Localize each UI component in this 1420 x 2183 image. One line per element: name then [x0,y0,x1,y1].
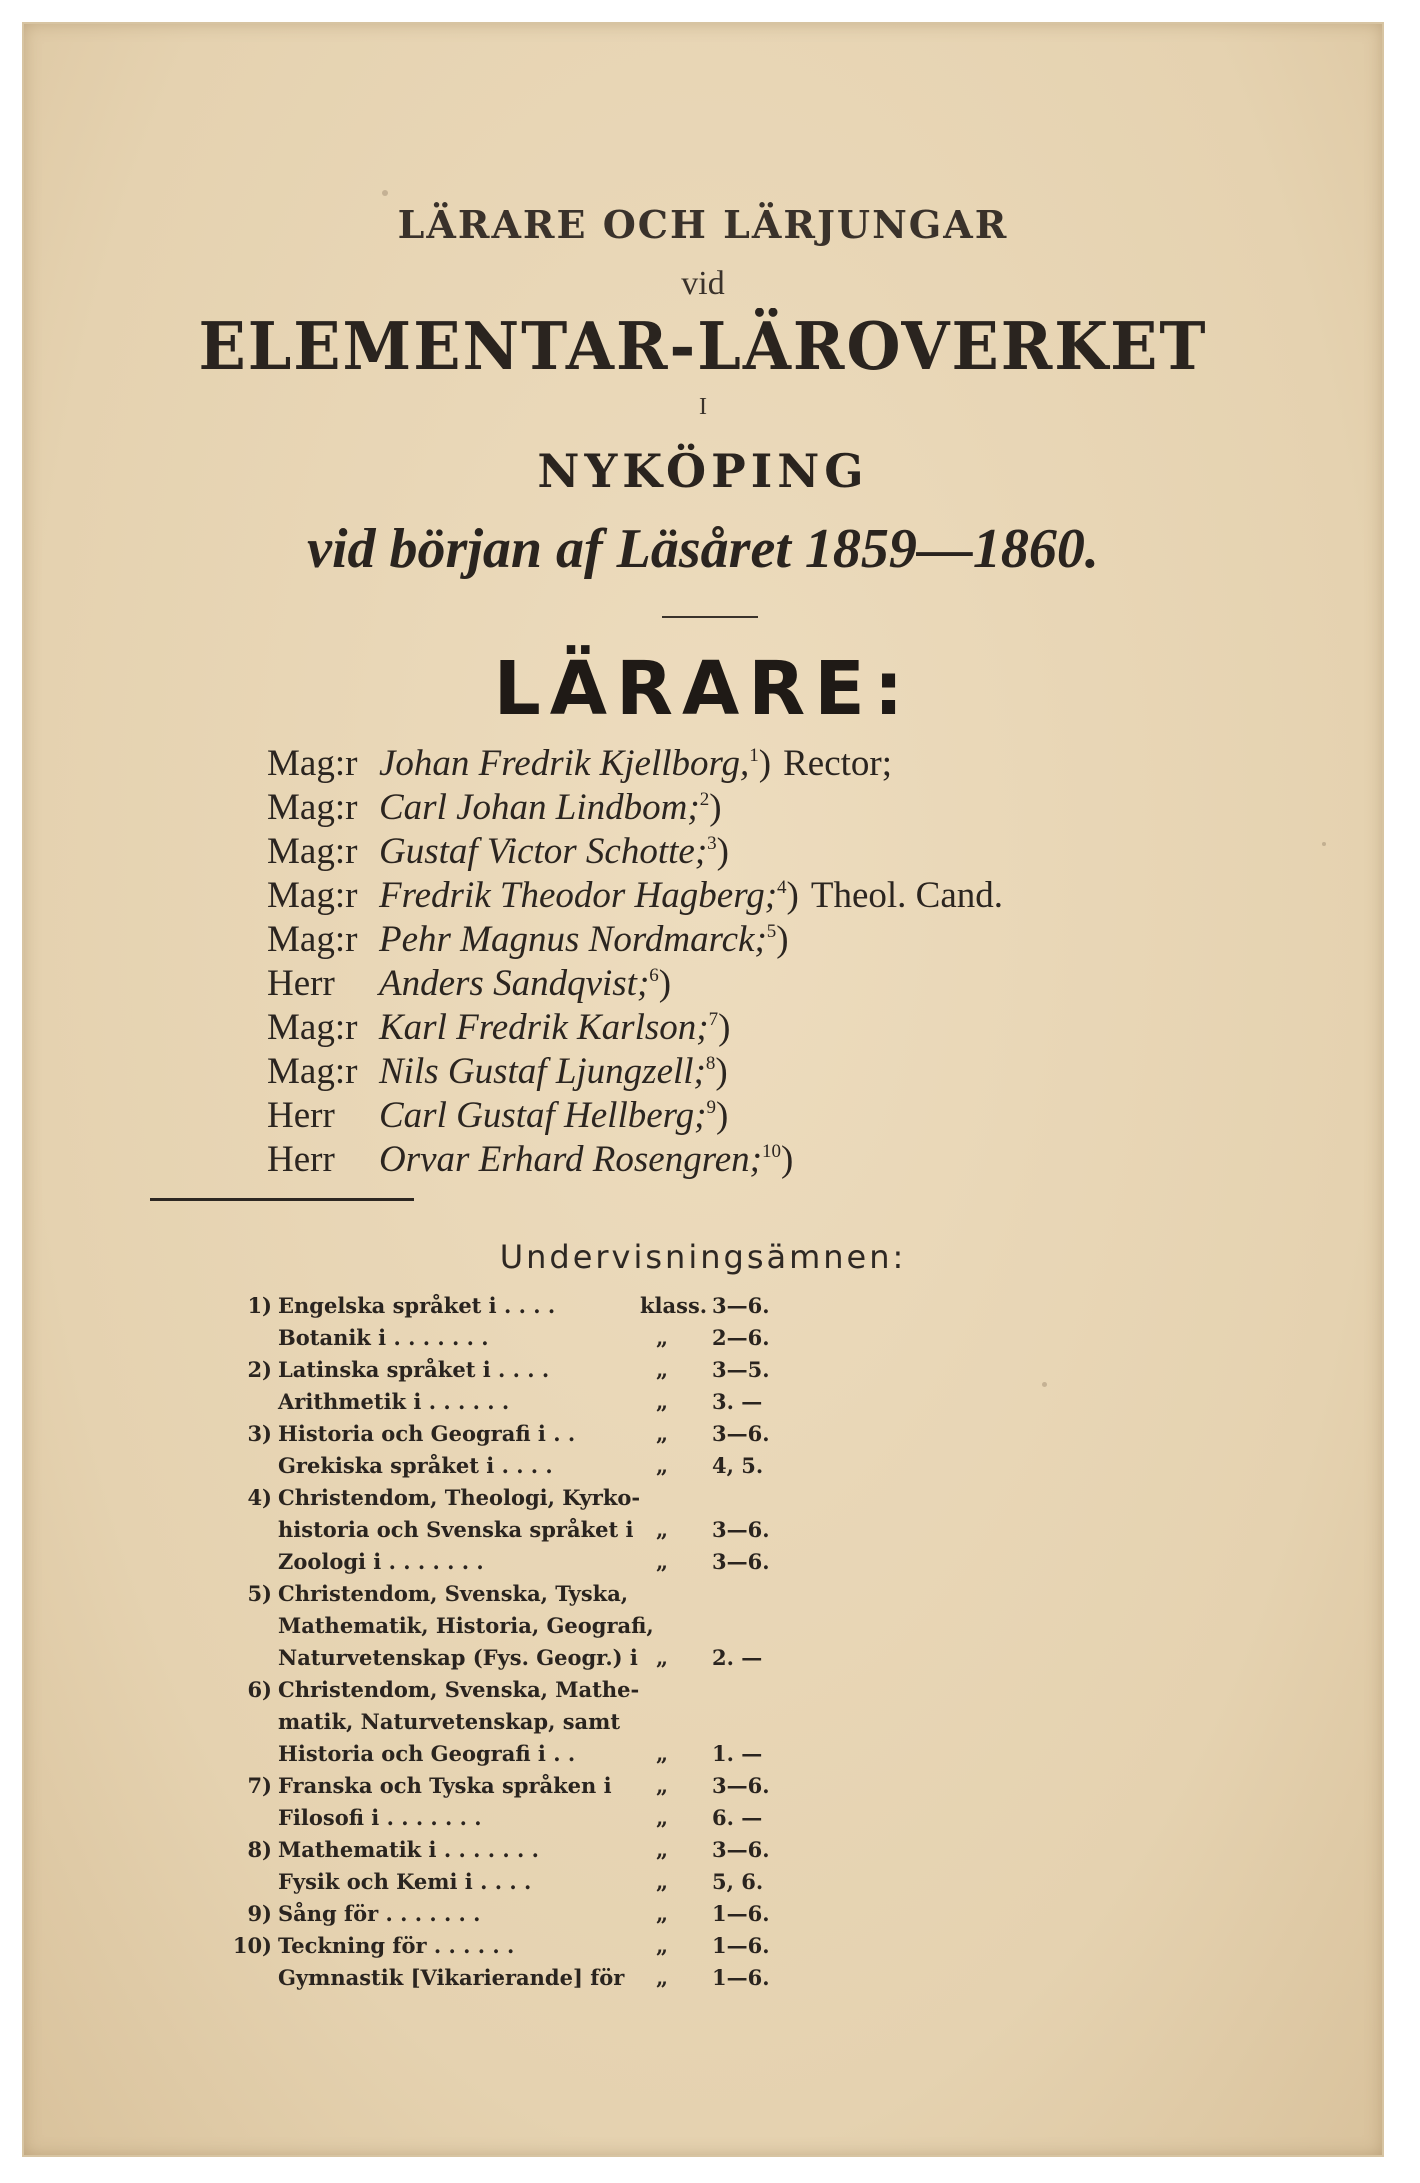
subject-text: Christendom, Svenska, Mathe- [278,1677,640,1702]
subject-text: Historia och Geografi i . . [278,1421,576,1446]
footnote-ref: 7 [708,1009,719,1030]
subject-number: 4) [247,1485,272,1510]
subject-classes: 3—6. [712,1517,770,1542]
teacher-row: Mag:r Pehr Magnus Nordmarck;$^5$) [267,919,789,960]
teacher-name: Orvar Erhard Rosengren; [379,1139,762,1180]
teacher-row: Mag:r Fredrik Theodor Hagberg;$^4$) Theol. Cand. [267,875,1004,916]
teacher-row: Herr Carl Gustaf Hellberg;$^9$) [267,1095,729,1136]
subject-number: 5) [247,1581,272,1606]
subject-ditto: „ [656,1421,669,1446]
teacher-title: Herr [267,963,335,1004]
subject-text: Arithmetik i . . . . . . [278,1389,510,1414]
teacher-row: Mag:r Nils Gustaf Ljungzell;$^8$) [267,1051,728,1092]
subject-classes: 6. — [712,1805,763,1830]
paper-speck [382,190,388,196]
paper-speck [1322,842,1326,846]
subject-classes: 2. — [712,1645,763,1670]
title-vid: vid [681,265,725,302]
subject-text: Gymnastik [Vikarierande] för [278,1965,625,1990]
divider-long [150,1198,414,1201]
subject-ditto: „ [656,1453,669,1478]
teacher-title: Mag:r [267,919,358,960]
larare-heading: LÄRARE: [493,646,913,732]
subject-klass: klass. [640,1293,708,1318]
subject-text: Grekiska språket i . . . . [278,1453,553,1478]
teacher-role: Theol. Cand. [810,875,1004,916]
subject-number: 2) [247,1357,272,1382]
teacher-title: Mag:r [267,831,358,872]
subject-ditto: „ [656,1389,669,1414]
teacher-name: Fredrik Theodor Hagberg; [379,875,778,916]
subject-ditto: „ [656,1869,669,1894]
footnote-ref: 2 [699,789,710,810]
teacher-title: Mag:r [267,1051,358,1092]
subject-text: Naturvetenskap (Fys. Geogr.) i [278,1645,638,1670]
subject-text: Mathematik, Historia, Geografi, [278,1613,654,1638]
title-i: I [699,394,707,420]
teacher-name: Pehr Magnus Nordmarck; [379,919,767,960]
footnote-ref: 3 [707,833,717,854]
divider-short [662,616,758,618]
subject-number: 1) [247,1293,272,1318]
subject-text: Botanik i . . . . . . . [278,1325,489,1350]
subject-classes: 3—6. [712,1293,770,1318]
subject-text: Zoologi i . . . . . . . [278,1549,484,1574]
teacher-row: Herr Anders Sandqvist;$^6$) [267,963,672,1004]
teacher-name: Carl Johan Lindbom; [379,787,700,828]
teacher-name: Carl Gustaf Hellberg; [379,1095,707,1136]
subject-text: Fysik och Kemi i . . . . [278,1869,532,1894]
teacher-name: Karl Fredrik Karlson; [379,1007,709,1048]
subject-ditto: „ [656,1549,669,1574]
subject-text: Sång för . . . . . . . [278,1901,481,1926]
footnote-ref: 9 [706,1097,717,1118]
subject-ditto: „ [656,1357,669,1382]
subject-classes: 1. — [712,1741,763,1766]
subject-text: Franska och Tyska språken i [278,1773,612,1798]
subject-classes: 5, 6. [712,1869,764,1894]
teacher-row: Mag:r Gustaf Victor Schotte;$^3$) [267,831,729,872]
subject-text: Historia och Geografi i . . [278,1741,576,1766]
teacher-row: Mag:r Carl Johan Lindbom;$^2$) [267,787,722,828]
subject-classes: 3—5. [712,1357,770,1382]
year-line: vid början af Läsåret 1859—1860. [307,518,1099,580]
teacher-title: Mag:r [267,787,358,828]
subject-text: Christendom, Theologi, Kyrko- [278,1485,641,1510]
footnote-ref: 1 [749,745,759,766]
teacher-name: Nils Gustaf Ljungzell; [379,1051,706,1092]
footnote-ref: 8 [705,1053,716,1074]
subject-text: historia och Svenska språket i [278,1517,634,1542]
subject-ditto: „ [656,1645,669,1670]
subject-ditto: „ [656,1901,669,1926]
paper-speck [1042,1382,1047,1387]
subject-classes: 3—6. [712,1837,770,1862]
subject-classes: 1—6. [712,1965,770,1990]
teacher-list [267,734,1004,1180]
paper-sheet [22,22,1384,2157]
subject-ditto: „ [656,1965,669,1990]
subject-text: Teckning för . . . . . . [278,1933,515,1958]
subject-number: 9) [247,1901,272,1926]
footnote-ref: 10 [762,1141,781,1162]
teacher-title: Mag:r [267,1007,358,1048]
title-city: NYKÖPING [537,444,869,498]
footnote-ref: 5 [766,921,777,942]
subject-text: Latinska språket i . . . . [278,1357,550,1382]
subject-number: 6) [247,1677,272,1702]
subjects-heading: Undervisningsämnen: [499,1238,907,1276]
subject-ditto: „ [656,1325,669,1350]
subject-text: Engelska språket i . . . . [278,1293,556,1318]
subject-number: 10) [232,1933,272,1958]
teacher-row: Mag:r Johan Fredrik Kjellborg,$^1$) Rector; [267,743,893,784]
subject-number: 7) [247,1773,272,1798]
teacher-row: Mag:r Karl Fredrik Karlson;$^7$) [267,1007,731,1048]
subject-classes: 3—6. [712,1549,770,1574]
subject-ditto: „ [656,1741,669,1766]
subject-classes: 3—6. [712,1773,770,1798]
subject-ditto: „ [656,1933,669,1958]
subject-ditto: „ [656,1773,669,1798]
teacher-role: Rector; [783,743,893,784]
teacher-title: Mag:r [267,875,358,916]
teacher-title: Herr [267,1095,335,1136]
footnote-ref: 4 [777,877,787,898]
subject-number: 3) [247,1421,272,1446]
subject-classes: 3—6. [712,1421,770,1446]
teacher-name: Gustaf Victor Schotte; [379,831,708,872]
title-line-1: LÄRARE OCH LÄRJUNGAR [397,202,1009,247]
teacher-name: Anders Sandqvist; [379,963,650,1004]
subject-classes: 1—6. [712,1901,770,1926]
teacher-title: Mag:r [267,743,358,784]
subject-classes: 4, 5. [712,1453,764,1478]
subject-ditto: „ [656,1837,669,1862]
subject-ditto: „ [656,1805,669,1830]
teacher-name: Johan Fredrik Kjellborg, [379,743,750,784]
subject-text: Christendom, Svenska, Tyska, [278,1581,629,1606]
subject-text: matik, Naturvetenskap, samt [278,1709,621,1734]
teacher-row: Herr Orvar Erhard Rosengren;$^{10}$) [267,1139,794,1180]
subject-text: Mathematik i . . . . . . . [278,1837,539,1862]
subject-number: 8) [247,1837,272,1862]
subject-classes: 2—6. [712,1325,770,1350]
subject-classes: 1—6. [712,1933,770,1958]
title-line-2: ELEMENTAR-LÄROVERKET [198,308,1208,385]
subject-classes: 3. — [712,1389,763,1414]
footnote-ref: 6 [649,965,659,986]
subject-ditto: „ [656,1517,669,1542]
teacher-title: Herr [267,1139,335,1180]
subject-text: Filosofi i . . . . . . . [278,1805,482,1830]
